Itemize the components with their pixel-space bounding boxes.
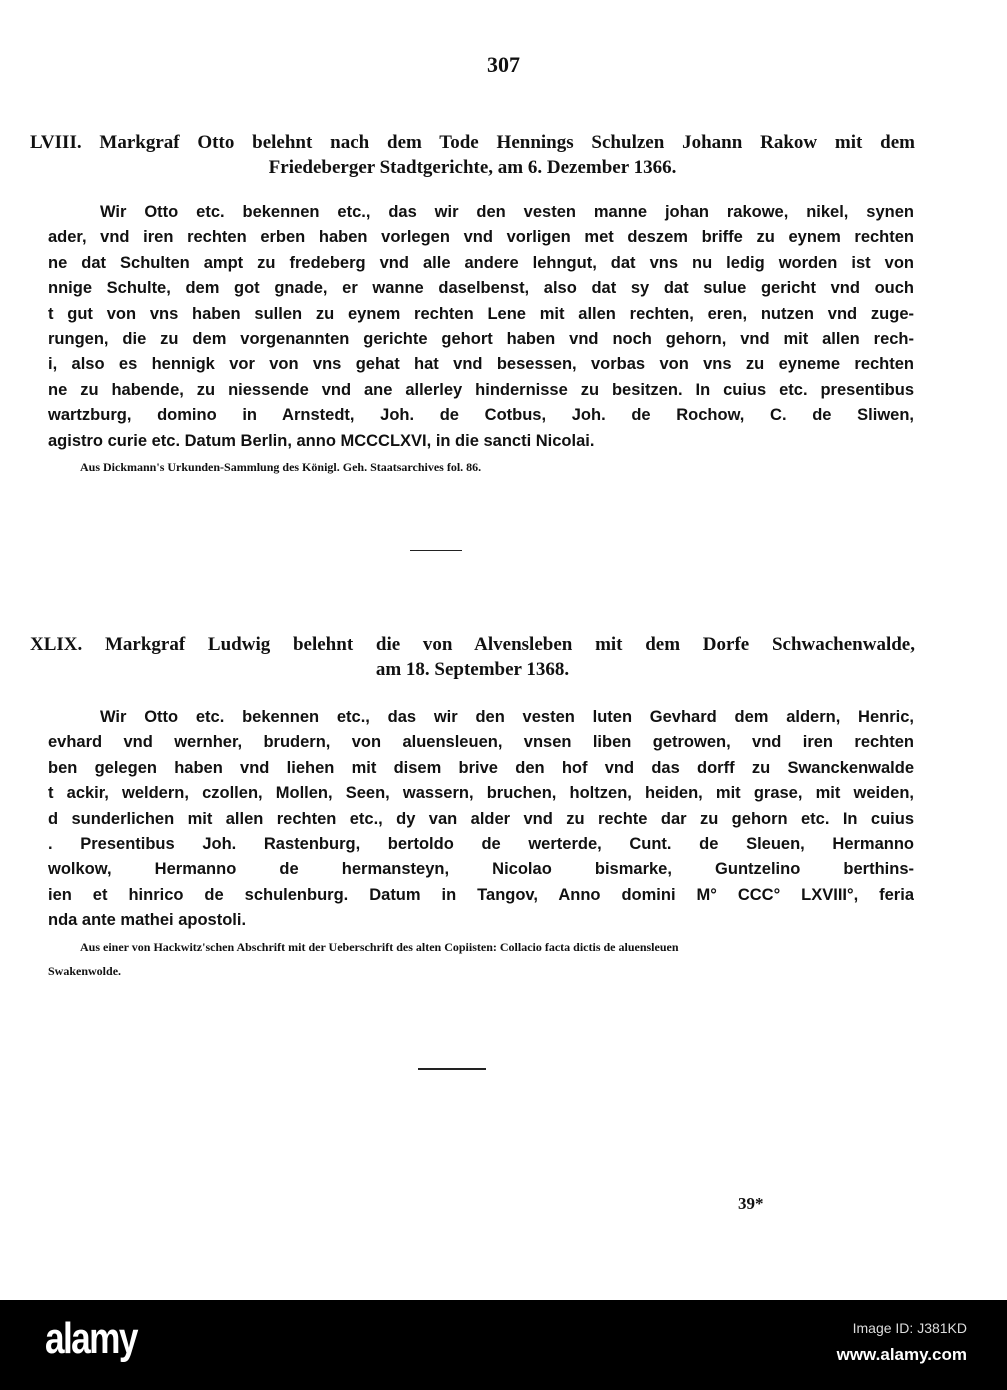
body-line: t ackir, weldern, czollen, Mollen, Seen, wassern, bruchen, holtzen, heiden, mit grase, mit weiden, — [48, 784, 914, 803]
body-line: ne zu habende, zu niessende vnd ane allerley hindernisse zu besitzen. In cuius etc. presentibus — [48, 380, 914, 399]
section-heading — [30, 632, 915, 682]
body-line: nnige Schulte, dem got gnade, er wanne daselbenst, also dat sy dat sulue gericht vnd ouch — [48, 279, 914, 298]
body-line: ne dat Schulten ampt zu fredeberg vnd alle andere lehngut, dat vns nu ledig worden ist von — [48, 253, 914, 272]
site-url: www.alamy.com — [836, 1345, 967, 1364]
heading-line: Friedeberger Stadtgerichte, am 6. Dezember 1366. — [268, 157, 677, 178]
section-body — [48, 705, 914, 934]
body-line: ader, vnd iren rechten erben haben vorlegen vnd vorligen met deszem briffe zu eynem rechten — [48, 228, 914, 247]
divider — [418, 1068, 486, 1070]
note-line: Swakenwolde. — [48, 964, 122, 978]
body-line: evhard vnd wernher, brudern, von aluensleuen, vnsen liben getrowen, vnd iren rechten — [48, 733, 914, 752]
body-line: . Presentibus Joh. Rastenburg, bertoldo de werterde, Cunt. de Sleuen, Hermanno — [48, 835, 914, 854]
heading-line: LVIII. Markgraf Otto belehnt nach dem Tode Hennings Schulzen Johann Rakow mit dem — [30, 132, 915, 153]
body-line: wartzburg, domino in Arnstedt, Joh. de Cotbus, Joh. de Rochow, C. de Sliwen, — [48, 406, 914, 425]
body-line: nda ante mathei apostoli. — [48, 911, 247, 930]
body-line: wolkow, Hermanno de hermansteyn, Nicolao bismarke, Guntzelino berthins- — [48, 860, 914, 879]
body-line: agistro curie etc. Datum Berlin, anno MCCCLXVI, in die sancti Nicolai. — [48, 431, 595, 450]
watermark-banner — [0, 1300, 1007, 1390]
body-line: rungen, die zu dem vorgenannten gerichte gehort haben vnd noch gehorn, vnd mit allen rech- — [48, 330, 914, 349]
alamy-logo: alamy — [45, 1314, 137, 1363]
heading-line: XLIX. Markgraf Ludwig belehnt die von Alvensleben mit dem Dorfe Schwachenwalde, — [30, 634, 915, 655]
image-id: Image ID: J381KD — [852, 1320, 967, 1336]
section-heading — [30, 130, 915, 180]
body-line: d sunderlichen mit allen rechten etc., dy van alder vnd zu rechte dar zu gehorn etc. In cuius — [48, 809, 914, 828]
source-note: Aus Dickmann's Urkunden-Sammlung des Königl. Geh. Staatsarchives fol. 86. — [80, 460, 482, 474]
body-line: Wir Otto etc. bekennen etc., das wir den vesten manne johan rakowe, nikel, synen — [100, 203, 914, 221]
divider — [410, 550, 462, 551]
folio-signature: 39* — [738, 1194, 764, 1213]
source-note — [48, 935, 914, 983]
note-line: Aus einer von Hackwitz'schen Abschrift mit der Ueberschrift des alten Copiisten: Collacio facta dictis de aluensleuen — [80, 940, 679, 954]
page-number: 307 — [487, 52, 520, 77]
heading-line: am 18. September 1368. — [375, 659, 570, 680]
body-line: Wir Otto etc. bekennen etc., das wir den vesten luten Gevhard dem aldern, Henric, — [100, 708, 914, 726]
body-line: ben gelegen haben vnd liehen mit disem brive den hof vnd das dorff zu Swanckenwalde — [48, 758, 914, 777]
section-body — [48, 200, 914, 454]
body-line: i, also es hennigk vor von vns gehat hat vnd besessen, vorbas von vns zu eyneme rechten — [48, 355, 914, 374]
body-line: ien et hinrico de schulenburg. Datum in Tangov, Anno domini M° CCC° LXVIII°, feria — [48, 885, 914, 904]
body-line: t gut von vns haben sullen zu eynem rechten Lene mit allen rechten, eren, nutzen vnd zuge- — [48, 304, 914, 323]
